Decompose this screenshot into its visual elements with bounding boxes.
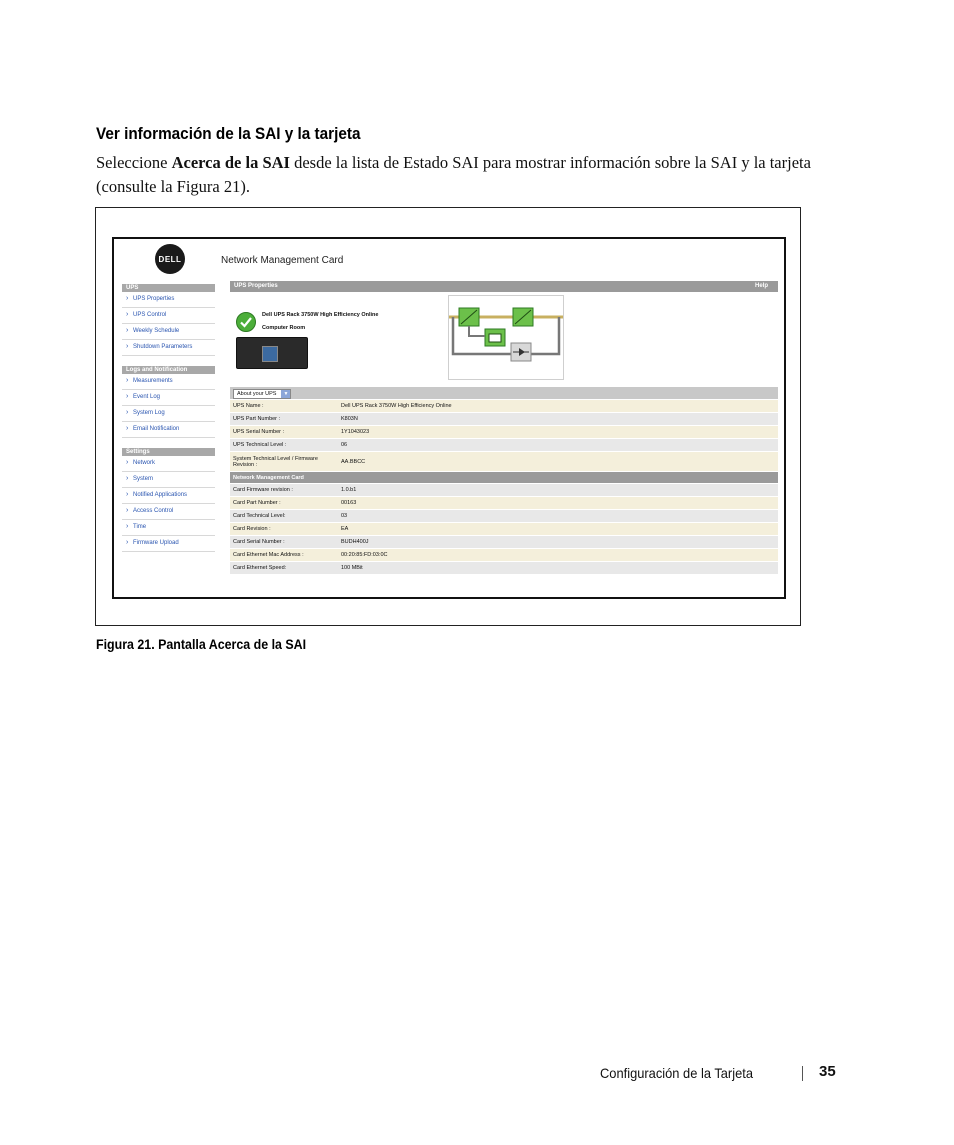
card-ethernet-speed-label: Card Ethernet Speed: <box>230 562 338 575</box>
card-mac-address-value: 00:20:85:FD:03:0C <box>338 549 778 562</box>
table-row <box>230 452 778 472</box>
ups-model-name: Dell UPS Rack 3750W High Efficiency Online <box>262 312 379 318</box>
nav-item-system-log[interactable]: › System Log <box>122 406 215 422</box>
card-technical-level-label: Card Technical Level: <box>230 510 338 523</box>
nav-header-ups: UPS <box>122 284 215 292</box>
sidebar-nav <box>122 281 215 552</box>
table-row <box>230 484 778 497</box>
nav-item-email-notification[interactable]: › Email Notification <box>122 422 215 438</box>
nav-item-system[interactable]: › System <box>122 472 215 488</box>
intro-paragraph <box>96 151 836 199</box>
card-part-number-label: Card Part Number : <box>230 497 338 510</box>
ups-technical-level-label: UPS Technical Level : <box>230 439 338 452</box>
nav-header-logs: Logs and Notification <box>122 366 215 374</box>
ups-location: Computer Room <box>262 325 306 331</box>
ups-properties-bar <box>230 281 778 292</box>
table-row <box>230 562 778 575</box>
help-link[interactable]: Help <box>754 283 768 289</box>
intro-text-2: desde la lista de Estado SAI para mostrar información sobre la SAI y la tarjeta (consulte la Figura 21). <box>96 153 811 196</box>
nav-header-settings: Settings <box>122 448 215 456</box>
nav-item-measurements[interactable]: › Measurements <box>122 374 215 390</box>
footer-section-title: Configuración de la Tarjeta <box>600 1065 753 1081</box>
dropdown-value: About your UPS <box>237 391 277 397</box>
ups-serial-number-label: UPS Serial Number : <box>230 426 338 439</box>
nav-item-time[interactable]: › Time <box>122 520 215 536</box>
ups-technical-level-value: 06 <box>338 439 778 452</box>
app-title: Network Management Card <box>221 255 344 266</box>
ups-info-table <box>230 400 778 575</box>
card-revision-label: Card Revision : <box>230 523 338 536</box>
ups-name-value: Dell UPS Rack 3750W High Efficiency Online <box>338 400 778 413</box>
card-ethernet-speed-value: 100 MBit <box>338 562 778 575</box>
nav-item-weekly-schedule[interactable]: › Weekly Schedule <box>122 324 215 340</box>
table-row <box>230 523 778 536</box>
card-technical-level-value: 03 <box>338 510 778 523</box>
chevron-down-icon: ▼ <box>281 390 290 398</box>
nav-item-notified-applications[interactable]: › Notified Applications <box>122 488 215 504</box>
system-technical-level-value: AA.BBCC <box>338 452 778 472</box>
table-row <box>230 536 778 549</box>
intro-bold-term: Acerca de la SAI <box>171 153 290 172</box>
ups-properties-title: UPS Properties <box>234 283 278 289</box>
card-revision-value: EA <box>338 523 778 536</box>
ups-name-label: UPS Name : <box>230 400 338 413</box>
card-serial-number-value: BUDH400J <box>338 536 778 549</box>
table-row <box>230 549 778 562</box>
dell-logo: DELL <box>155 244 185 274</box>
table-row <box>230 439 778 452</box>
footer-divider <box>802 1066 803 1081</box>
card-serial-number-label: Card Serial Number : <box>230 536 338 549</box>
system-technical-level-label: System Technical Level / Firmware Revision : <box>230 452 338 472</box>
nav-item-event-log[interactable]: › Event Log <box>122 390 215 406</box>
ups-part-number-value: K803N <box>338 413 778 426</box>
card-part-number-value: 00163 <box>338 497 778 510</box>
nav-item-shutdown-parameters[interactable]: › Shutdown Parameters <box>122 340 215 356</box>
ups-part-number-label: UPS Part Number : <box>230 413 338 426</box>
table-row <box>230 497 778 510</box>
ups-flow-diagram <box>448 295 564 380</box>
about-ups-dropdown[interactable] <box>233 389 291 399</box>
table-section-header <box>230 472 778 484</box>
ups-serial-number-value: 1Y1043023 <box>338 426 778 439</box>
info-selector-bar <box>230 387 778 399</box>
table-row <box>230 510 778 523</box>
card-firmware-label: Card Firmware revision : <box>230 484 338 497</box>
card-section-title: Network Management Card <box>230 472 778 484</box>
nav-item-ups-control[interactable]: › UPS Control <box>122 308 215 324</box>
nav-item-access-control[interactable]: › Access Control <box>122 504 215 520</box>
ups-device-image <box>236 337 308 369</box>
intro-text-1: Seleccione <box>96 153 172 172</box>
nav-item-network[interactable]: › Network <box>122 456 215 472</box>
table-row <box>230 413 778 426</box>
embedded-screenshot <box>112 237 786 599</box>
table-row <box>230 400 778 413</box>
card-firmware-value: 1.0.b1 <box>338 484 778 497</box>
status-ok-icon <box>236 312 256 332</box>
figure-caption: Figura 21. Pantalla Acerca de la SAI <box>96 637 307 652</box>
card-mac-address-label: Card Ethernet Mac Address : <box>230 549 338 562</box>
table-row <box>230 426 778 439</box>
section-heading: Ver información de la SAI y la tarjeta <box>96 124 361 143</box>
nav-item-ups-properties[interactable]: › UPS Properties <box>122 292 215 308</box>
page-number: 35 <box>819 1063 836 1080</box>
nav-item-firmware-upload[interactable]: › Firmware Upload <box>122 536 215 552</box>
